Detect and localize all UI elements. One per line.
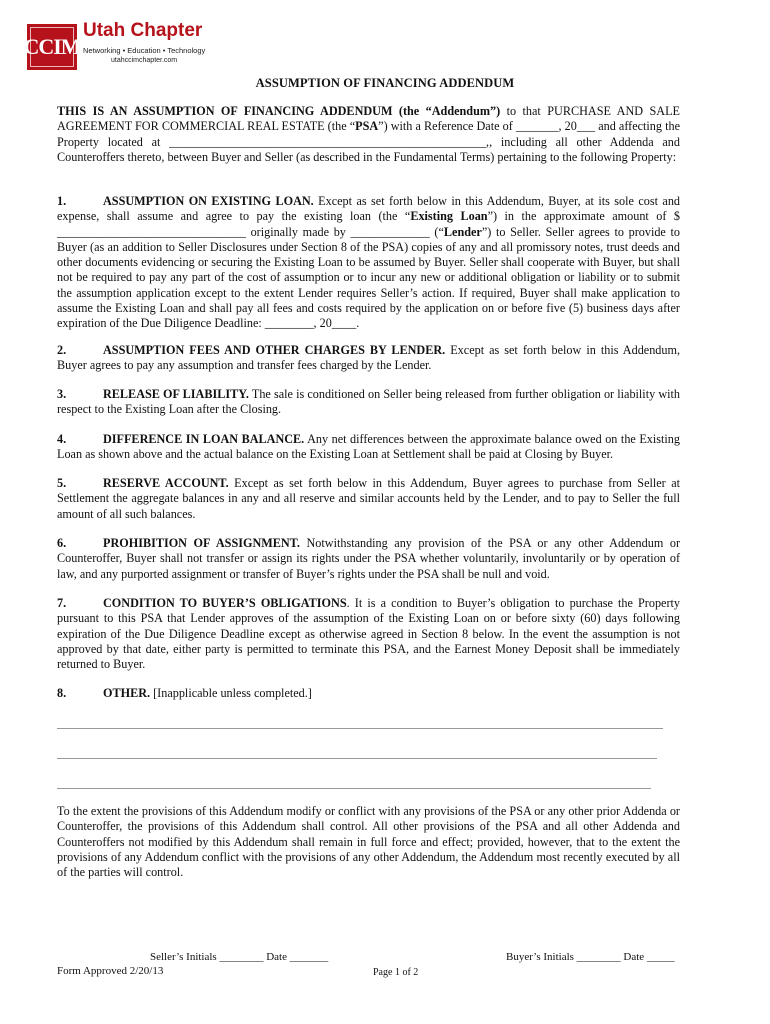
- section-heading: OTHER.: [103, 686, 151, 700]
- section-text: Any net differences between the approximate balance owed on the Existing Loan as shown above and the actual balance on the Existing Loan at Settlement shall be paid at Closing by Buyer.: [57, 432, 680, 462]
- intro-psa: PSA: [355, 119, 379, 134]
- page-number: Page 1 of 2: [373, 967, 419, 978]
- intro-paragraph: [57, 104, 680, 165]
- document-title: ASSUMPTION OF FINANCING ADDENDUM: [255, 76, 515, 90]
- section-text: . It is a condition to Buyer’s obligation to purchase the Property pursuant to this PSA that Lender approves of the assumption of the Existing Loan on or before sixty (60) days following expiration of the Due Diligence Deadline except as otherwise agreed in Section 8 below. In the event the assumption is not approved by that date, either party is permitted to terminate this PSA, and the Earnest Money Deposit shall be immediately returned to Buyer.: [57, 596, 680, 672]
- section-number: 4.: [57, 432, 67, 446]
- section-text: ”) in the approximate amount of $ _______________________________ originally made by _____________ (“: [57, 209, 680, 239]
- section-3: [57, 387, 680, 418]
- closing-paragraph: To the extent the provisions of this Addendum modify or conflict with any provisions of the PSA or any other prior Addenda or Counteroffer, the provisions of this Addendum shall control. All other provisions of the PSA and all other Addenda and Counteroffers not modified by this Addendum shall remain in full force and effect; provided, however, that to the extent the provisions of any Addendum conflict with the provisions of any other Addendum, the Addendum most recently executed by all of the parties will control.: [57, 804, 680, 880]
- existing-loan-term: Existing Loan: [410, 209, 488, 224]
- logo-url: utahccimchapter.com: [111, 57, 178, 64]
- section-4: [57, 432, 680, 463]
- section-heading: ASSUMPTION ON EXISTING LOAN.: [103, 194, 314, 208]
- ccim-logo-mark: CCIM: [27, 24, 77, 70]
- buyer-initials-date[interactable]: Buyer’s Initials ________ Date _____: [506, 951, 675, 963]
- section-number: 3.: [57, 387, 67, 401]
- section-number: 7.: [57, 596, 67, 610]
- chapter-name: Utah Chapter: [83, 20, 203, 41]
- section-text: Except as set forth below in this Addendum, Buyer, at its sole cost and expense, shall assume and agree to pay the existing loan (the “: [57, 194, 681, 224]
- section-heading: RELEASE OF LIABILITY.: [103, 387, 249, 401]
- section-number: 1.: [57, 194, 67, 208]
- section-heading: PROHIBITION OF ASSIGNMENT.: [103, 536, 300, 550]
- section-1: [57, 194, 680, 332]
- section-heading: DIFFERENCE IN LOAN BALANCE.: [103, 432, 305, 446]
- section-8: [57, 686, 680, 701]
- intro-text-2: ”) with a Reference Date of _______, 20___ and affecting the Property located at ____________________________________________________,, including all other Addenda and Counteroffers thereto, between Buyer and Seller (as described in the Fundamental Terms) pertaining to the following Property:: [57, 119, 680, 164]
- section-text: The sale is conditioned on Seller being released from further obligation or liability with respect to the Existing Loan after the Closing.: [57, 387, 680, 417]
- section-6: [57, 536, 680, 582]
- section-number: 5.: [57, 476, 67, 490]
- section-text: [Inapplicable unless completed.]: [150, 686, 312, 700]
- section-text: Except as set forth below in this Addendum, Buyer agrees to pay any assumption and transfer fees charged by the Lender.: [57, 343, 681, 373]
- section-heading: RESERVE ACCOUNT.: [103, 476, 229, 490]
- section-text: Except as set forth below in this Addendum, Buyer agrees to purchase from Seller at Settlement the aggregate balances in any and all reserve and similar accounts held by the Lender, and to pay to Seller the full amount of all such balances.: [57, 476, 680, 521]
- section-heading: ASSUMPTION FEES AND OTHER CHARGES BY LENDER.: [103, 343, 446, 357]
- section-number: 6.: [57, 536, 67, 550]
- intro-text-1: to that PURCHASE AND SALE AGREEMENT FOR COMMERCIAL REAL ESTATE (the “: [57, 104, 680, 134]
- ccim-logo: [23, 20, 227, 72]
- section-number: 2.: [57, 343, 67, 357]
- seller-initials-date[interactable]: Seller’s Initials ________ Date _______: [150, 951, 329, 963]
- section-text: Notwithstanding any provision of the PSA or any other Addendum or Counteroffer, Buyer shall not transfer or assign its rights under the PSA whether voluntarily, involuntarily or by operation of law, and any purported assignment or transfer of Buyer’s rights under the PSA shall be null and void.: [57, 536, 680, 581]
- section-heading: CONDITION TO BUYER’S OBLIGATIONS: [103, 596, 347, 610]
- other-blank-line[interactable]: [57, 758, 657, 759]
- logo-tagline: Networking • Education • Technology: [83, 46, 206, 55]
- lender-term: Lender: [443, 224, 482, 239]
- intro-lead: THIS IS AN ASSUMPTION OF FINANCING ADDENDUM (the “Addendum”): [57, 104, 501, 118]
- other-blank-line[interactable]: [57, 728, 663, 729]
- section-5: [57, 476, 680, 522]
- form-approved: Form Approved 2/20/13: [57, 965, 164, 977]
- section-number: 8.: [57, 686, 67, 700]
- section-2: [57, 343, 680, 374]
- section-text: ”) to Seller. Seller agrees to provide to Buyer (as an addition to Seller Disclosures under Section 8 of the PSA) copies of any and all promissory notes, trust deeds and other documents evidencing or securing the Existing Loan to be assumed by Buyer. Seller shall cooperate with Buyer, but shall not be required to pay any part of the cost of assumption or to incur any new or additional obligation or liability or to submit the assumption application except to the extent Lender requires Seller’s action. If required, Buyer shall make application to assume the Existing Loan and shall pay all fees and costs required by the application on or before five (5) business days after expiration of the Due Diligence Deadline: ________, 20____.: [57, 224, 680, 331]
- other-blank-line[interactable]: [57, 788, 651, 789]
- section-7: [57, 596, 680, 672]
